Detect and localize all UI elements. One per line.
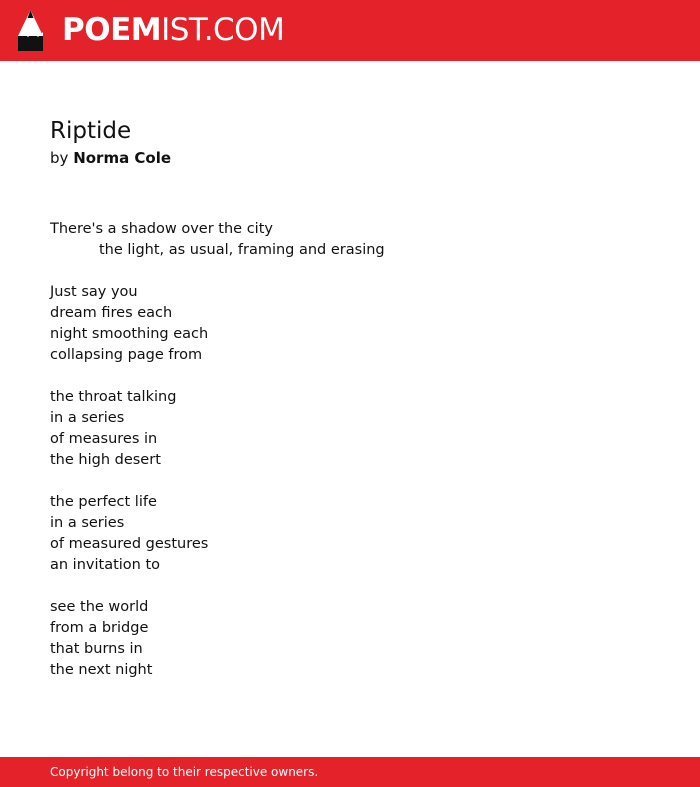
author-name[interactable]: Norma Cole [73, 149, 172, 167]
poem-line: Just say you [50, 284, 138, 300]
poem-line: an invitation to [50, 557, 161, 573]
brand-bold: POEM [62, 12, 162, 48]
stanza [50, 282, 650, 366]
poem-line: night smoothing each [50, 326, 209, 342]
poem-byline [50, 147, 650, 169]
poem-line: in a series [50, 515, 125, 531]
poem-line: of measures in [50, 431, 158, 447]
poem-line: the throat talking [50, 389, 177, 405]
poem-content [50, 115, 650, 702]
poem-line: dream fires each [50, 305, 173, 321]
poem-line: the perfect life [50, 494, 157, 510]
poem-body [50, 219, 650, 681]
pencil-tip-icon[interactable] [18, 10, 43, 51]
poem-line: collapsing page from [50, 347, 203, 363]
poem-line: There's a shadow over the city [50, 221, 273, 237]
copyright-text: Copyright belong to their respective owners. [50, 765, 319, 779]
site-logo-text[interactable] [62, 12, 284, 48]
poem-line: the light, as usual, framing and erasing [99, 242, 385, 258]
poem-line: in a series [50, 410, 125, 426]
by-label: by [50, 149, 69, 167]
poem-line: the high desert [50, 452, 161, 468]
poem-line: the next night [50, 662, 153, 678]
stanza [50, 597, 650, 681]
poem-title: Riptide [50, 118, 132, 144]
poem-line: that burns in [50, 641, 143, 657]
brand-light: IST.COM [161, 12, 285, 48]
stanza [50, 219, 650, 261]
poem-line: see the world [50, 599, 149, 615]
poem-line: of measured gestures [50, 536, 209, 552]
site-header [0, 0, 700, 61]
site-footer [0, 757, 700, 787]
stanza [50, 387, 650, 471]
poem-line: from a bridge [50, 620, 149, 636]
stanza [50, 492, 650, 576]
